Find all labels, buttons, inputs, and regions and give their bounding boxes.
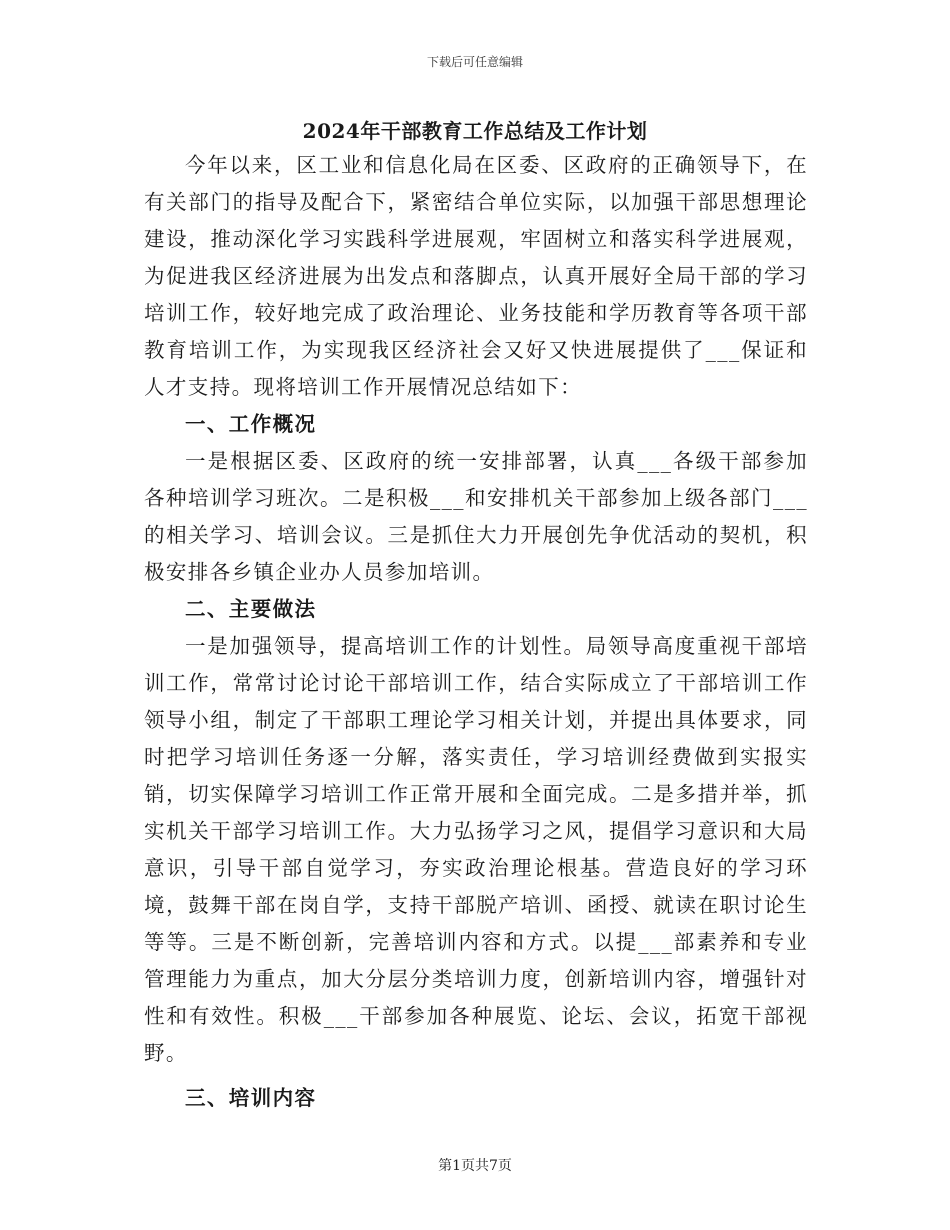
page-header-note: 下载后可任意编辑 xyxy=(426,55,523,69)
page-number: 第1页共7页 xyxy=(438,1158,512,1174)
section-heading-training-content: 三、培训内容 xyxy=(185,1086,317,1110)
document-body xyxy=(144,147,808,1117)
document-title: 2024年干部教育工作总结及工作计划 xyxy=(302,119,648,143)
section-heading-methods: 二、主要做法 xyxy=(185,597,317,621)
section-heading-overview: 一、工作概况 xyxy=(185,412,317,436)
section-body-overview: 一是根据区委、区政府的统一安排部署，认真___各级干部参加各种培训学习班次。二是积极___和安排机关干部参加上级各部门___的相关学习、培训会议。三是抓住大力开展创先争优活动的契机，积极安排各乡镇企业办人员参加培训。 xyxy=(144,449,808,584)
section-body-methods: 一是加强领导，提高培训工作的计划性。局领导高度重视干部培训工作，常常讨论讨论干部培训工作，结合实际成立了干部培训工作领导小组，制定了干部职工理论学习相关计划，并提出具体要求，同时把学习培训任务逐一分解，落实责任，学习培训经费做到实报实销，切实保障学习培训工作正常开展和全面完成。二是多措并举，抓实机关干部学习培训工作。大力弘扬学习之风，提倡学习意识和大局意识，引导干部自觉学习，夯实政治理论根基。营造良好的学习环境，鼓舞干部在岗自学，支持干部脱产培训、函授、就读在职讨论生等等。三是不断创新，完善培训内容和方式。以提___部素养和专业管理能力为重点，加大分层分类培训力度，创新培训内容，增强针对性和有效性。积极___干部参加各种展览、论坛、会议，拓宽干部视野。 xyxy=(144,634,808,1065)
intro-paragraph: 今年以来，区工业和信息化局在区委、区政府的正确领导下，在有关部门的指导及配合下，紧密结合单位实际，以加强干部思想理论建设，推动深化学习实践科学进展观，牢固树立和落实科学进展观，为促进我区经济进展为出发点和落脚点，认真开展好全局干部的学习培训工作，较好地完成了政治理论、业务技能和学历教育等各项干部教育培训工作，为实现我区经济社会又好又快进展提供了___保证和人才支持。现将培训工作开展情况总结如下： xyxy=(144,153,808,399)
